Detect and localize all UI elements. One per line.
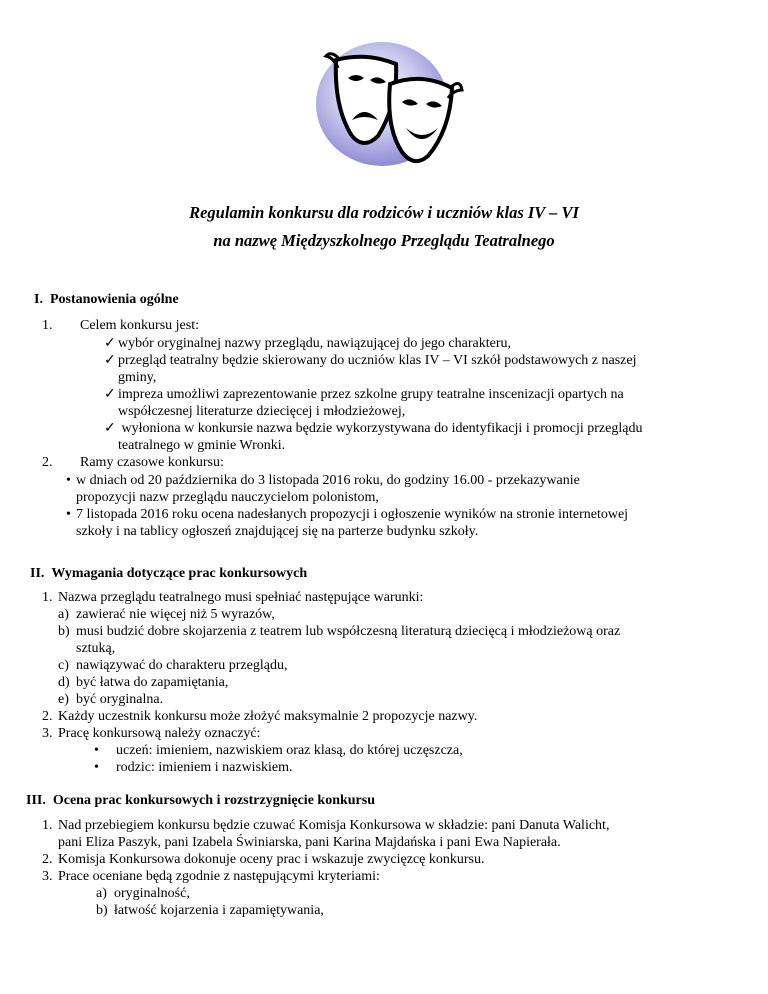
list-item: współczesnej literaturze dziecięcej i młodzieżowej,	[118, 404, 406, 419]
list-number: 1.	[42, 818, 53, 833]
check-icon: ✓	[104, 421, 116, 436]
list-item: • w dniach od 20 października do 3 listopada 2016 roku, do godziny 16.00 - przekazywanie	[66, 473, 580, 488]
list-letter: b)	[96, 903, 108, 918]
check-icon: ✓	[104, 387, 116, 402]
section-heading: II. Wymagania dotyczące prac konkursowych	[30, 566, 308, 581]
list-number: 2.	[42, 455, 53, 470]
list-item: • 7 listopada 2016 roku ocena nadesłanych propozycji i ogłoszenie wyników na stronie internetowej	[66, 507, 629, 522]
title-line-2: na nazwę Międzyszkolnego Przeglądu Teatralnego	[213, 231, 555, 250]
list-letter: b)	[58, 624, 70, 639]
title-line-1: Regulamin konkursu dla rodziców i uczniów klas IV – VI	[189, 203, 579, 222]
list-item: być łatwa do zapamiętania,	[76, 675, 229, 690]
list-item: ✓ przegląd teatralny będzie skierowany do uczniów klas IV – VI szkół podstawowych z naszej	[104, 353, 637, 368]
list-item: Nad przebiegiem konkursu będzie czuwać Komisja Konkursowa w składzie: pani Danuta Walicht,	[58, 818, 610, 833]
list-number: 3.	[42, 869, 53, 884]
list-item: być oryginalna.	[76, 692, 164, 707]
list-item: ✓ wybór oryginalnej nazwy przeglądu, nawiązującej do jego charakteru,	[104, 336, 511, 351]
list-number: 1.	[42, 318, 53, 333]
list-item: • rodzic: imieniem i nazwiskiem.	[94, 760, 293, 775]
list-letter: e)	[58, 692, 69, 707]
list-item: Komisja Konkursowa dokonuje oceny prac i wskazuje zwycięzcę konkursu.	[58, 852, 485, 867]
list-item: oryginalność,	[114, 886, 190, 901]
list-item: • uczeń: imieniem, nazwiskiem oraz klasą, do której uczęszcza,	[94, 743, 463, 758]
bullet-icon: •	[94, 743, 99, 758]
check-icon: ✓	[104, 353, 116, 368]
list-number: 3.	[42, 726, 53, 741]
list-item: Nazwa przeglądu teatralnego musi spełniać następujące warunki:	[58, 590, 424, 605]
list-item: teatralnego w gminie Wronki.	[118, 438, 286, 453]
list-item: musi budzić dobre skojarzenia z teatrem lub współczesną literaturą dziecięcą i młodzieżową oraz	[76, 624, 621, 639]
list-item: pani Eliza Paszyk, pani Izabela Świniarska, pani Karina Majdańska i pani Ewa Napierała.	[58, 835, 561, 850]
list-item: gminy,	[118, 370, 157, 385]
list-item: ✓ wyłoniona w konkursie nazwa będzie wykorzystywana do identyfikacji i promocji przeglądu	[104, 421, 643, 436]
list-number: 1.	[42, 590, 53, 605]
list-number: 2.	[42, 709, 53, 724]
list-item: nawiązywać do charakteru przeglądu,	[76, 658, 288, 673]
bullet-icon: •	[66, 507, 71, 522]
list-item: Celem konkursu jest:	[80, 318, 199, 333]
list-item: szkoły i na tablicy ogłoszeń znajdującej się na parterze budynku szkoły.	[76, 524, 479, 539]
list-item: sztuką,	[76, 641, 116, 656]
list-item: Prace oceniane będą zgodnie z następującymi kryteriami:	[58, 869, 380, 884]
list-item: Każdy uczestnik konkursu może złożyć maksymalnie 2 propozycje nazwy.	[58, 709, 478, 724]
list-letter: c)	[58, 658, 69, 673]
theater-masks-icon	[312, 38, 466, 170]
list-item: zawierać nie więcej niż 5 wyrazów,	[76, 607, 275, 622]
section-heading: I. Postanowienia ogólne	[34, 292, 179, 307]
list-item: propozycji nazw przeglądu nauczycielom polonistom,	[76, 490, 379, 505]
bullet-icon: •	[66, 473, 71, 488]
check-icon: ✓	[104, 336, 116, 351]
bullet-icon: •	[94, 760, 99, 775]
list-item: Pracę konkursową należy oznaczyć:	[58, 726, 261, 741]
list-letter: d)	[58, 675, 70, 690]
list-item: Ramy czasowe konkursu:	[80, 455, 224, 470]
list-item: ✓ impreza umożliwi zaprezentowanie przez szkolne grupy teatralne inscenizacji opartych na	[104, 387, 624, 402]
list-letter: a)	[58, 607, 69, 622]
list-item: łatwość kojarzenia i zapamiętywania,	[114, 903, 324, 918]
list-letter: a)	[96, 886, 107, 901]
section-heading: III. Ocena prac konkursowych i rozstrzygnięcie konkursu	[26, 793, 375, 808]
list-number: 2.	[42, 852, 53, 867]
